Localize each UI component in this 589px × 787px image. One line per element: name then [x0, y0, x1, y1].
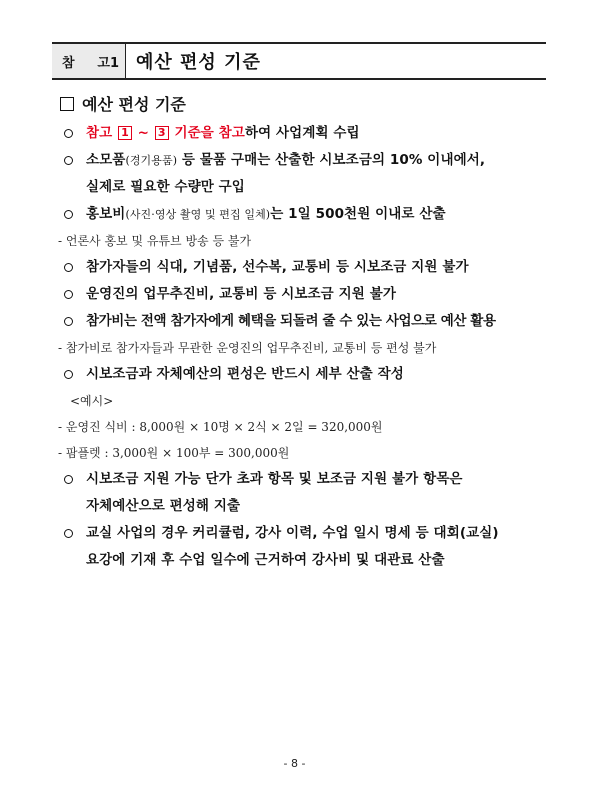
item-text: 는 1일 500천원 이내로 산출 [270, 206, 446, 222]
list-item [64, 361, 554, 388]
reference-tag-right: 고1 [97, 55, 119, 71]
content-list [58, 120, 554, 574]
list-item [64, 201, 554, 228]
red-prefix: 참고 [86, 125, 118, 141]
section-heading [60, 92, 186, 115]
item-text: 교실 사업의 경우 커리큘럼, 강사 이력, 수업 일시 명세 등 대회(교실) [86, 525, 499, 541]
list-item [64, 466, 554, 520]
page-number: - 8 - [283, 757, 306, 770]
list-item [64, 308, 554, 335]
item-text: 홍보비 [86, 206, 126, 222]
circle-bullet-icon [64, 290, 73, 299]
section-title: 예산 편성 기준 [82, 95, 186, 114]
sub-item: - 언론사 홍보 및 유튜브 방송 등 불가 [58, 234, 252, 248]
list-item [64, 147, 554, 201]
circle-bullet-icon [64, 370, 73, 379]
reference-tag [52, 44, 126, 78]
item-text: 운영진의 업무추진비, 교통비 등 시보조금 지원 불가 [86, 286, 396, 302]
list-item [64, 281, 554, 308]
circle-bullet-icon [64, 263, 73, 272]
item-text: 등 물품 구매는 산출한 시보조금의 10% 이내에서, [177, 152, 486, 168]
list-item [64, 254, 554, 281]
circle-bullet-icon [64, 156, 73, 165]
boxed-number-1: 1 [118, 126, 132, 140]
item-note: (사진·영상 촬영 및 편집 일체) [125, 208, 271, 221]
item-text: 참가자들의 식대, 기념품, 선수복, 교통비 등 시보조금 지원 불가 [86, 259, 469, 275]
circle-bullet-icon [64, 129, 73, 138]
reference-tag-left: 참 [62, 55, 75, 71]
item-text: 소모품 [86, 152, 126, 168]
circle-bullet-icon [64, 210, 73, 219]
boxed-number-3: 3 [155, 126, 169, 140]
example-label: <예시> [70, 394, 114, 408]
item-text: 하여 사업계획 수립 [244, 125, 360, 141]
item-text: 참가비는 전액 참가자에게 혜택을 되돌려 줄 수 있는 사업으로 예산 활용 [86, 313, 496, 329]
list-item [64, 120, 554, 147]
list-item [64, 520, 554, 574]
red-suffix: 기준을 참고 [169, 125, 245, 141]
circle-bullet-icon [64, 529, 73, 538]
item-note: (경기용품) [125, 154, 178, 167]
item-text-line2: 실제로 필요한 수량만 구입 [86, 179, 245, 195]
page-header [52, 42, 546, 80]
sub-item: - 팜플렛 : 3,000원 × 100부 = 300,000원 [58, 446, 290, 460]
sub-item: - 운영진 식비 : 8,000원 × 10명 × 2식 × 2일 = 320,000원 [58, 420, 383, 434]
item-text: 시보조금 지원 가능 단가 초과 항목 및 보조금 지원 불가 항목은 [86, 471, 463, 487]
item-text: 시보조금과 자체예산의 편성은 반드시 세부 산출 작성 [86, 366, 404, 382]
circle-bullet-icon [64, 317, 73, 326]
page-title: 예산 편성 기준 [136, 52, 261, 73]
item-text-line2: 요강에 기재 후 수업 일수에 근거하여 강사비 및 대관료 산출 [86, 552, 445, 568]
tilde: ~ [132, 125, 154, 141]
square-bullet-icon [60, 97, 74, 111]
sub-item: - 참가비로 참가자들과 무관한 운영진의 업무추진비, 교통비 등 편성 불가 [58, 341, 437, 355]
circle-bullet-icon [64, 475, 73, 484]
item-text-line2: 자체예산으로 편성해 지출 [86, 498, 241, 514]
